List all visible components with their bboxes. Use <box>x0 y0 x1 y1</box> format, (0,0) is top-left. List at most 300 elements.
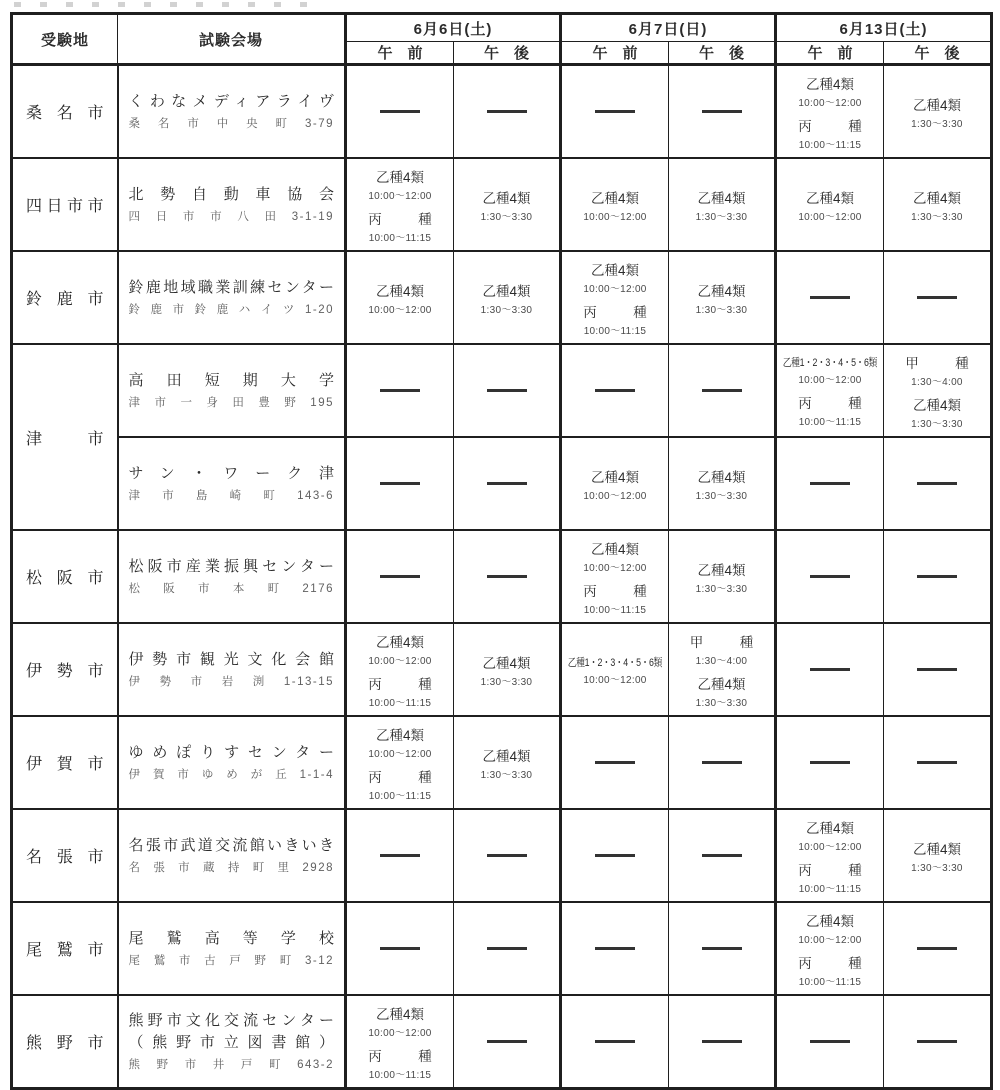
exam-session <box>884 838 990 874</box>
session-cell <box>346 995 454 1089</box>
exam-category: 乙種4類 <box>697 676 746 692</box>
exam-time: 10:00～11:15 <box>368 790 432 802</box>
exam-session <box>669 280 774 316</box>
session-cell <box>884 902 992 995</box>
exam-session <box>669 673 774 709</box>
header-am-3: 午 前 <box>776 42 884 65</box>
exam-time: 1:30～3:30 <box>695 697 748 709</box>
session-list <box>884 187 990 223</box>
exam-category: 乙種4類 <box>912 97 961 113</box>
venue-address: 熊野市井戸町643-2 <box>128 1058 334 1071</box>
venue-address: 松阪市本町2176 <box>128 582 334 595</box>
session-cell <box>346 716 454 809</box>
no-exam-dash <box>380 947 420 950</box>
venue-cell <box>118 437 346 530</box>
exam-session <box>777 392 883 428</box>
exam-category: 丙 種 <box>798 395 874 411</box>
session-list <box>777 354 883 428</box>
session-cell <box>561 65 669 159</box>
exam-category: 乙種4類 <box>590 469 639 485</box>
session-list <box>669 631 774 709</box>
no-exam-dash <box>595 761 635 764</box>
session-list <box>347 724 453 802</box>
venue-name: 尾鷲高等学校 <box>128 930 334 948</box>
session-cell <box>454 995 561 1089</box>
session-cell <box>454 344 561 437</box>
exam-category: 乙種4類 <box>375 283 424 299</box>
exam-time: 10:00～12:00 <box>583 490 647 502</box>
venue-address: 鈴鹿市鈴鹿ハイツ1-20 <box>128 303 334 316</box>
header-dates-row <box>12 14 992 42</box>
session-cell <box>454 716 561 809</box>
session-list <box>669 187 774 223</box>
session-list <box>347 1003 453 1081</box>
session-list <box>562 466 668 502</box>
session-cell <box>346 344 454 437</box>
session-list <box>347 166 453 244</box>
exam-category: 丙 種 <box>368 769 444 785</box>
exam-session <box>562 654 668 686</box>
exam-session <box>562 259 668 295</box>
session-cell <box>776 158 884 251</box>
session-cell <box>776 251 884 344</box>
session-cell <box>884 158 992 251</box>
exam-session <box>562 187 668 223</box>
venue-address: 伊勢市岩渕1-13-15 <box>128 675 334 688</box>
exam-session <box>669 559 774 595</box>
exam-category: 丙 種 <box>798 118 874 134</box>
table-row <box>12 251 992 344</box>
session-cell <box>346 530 454 623</box>
session-cell <box>884 809 992 902</box>
cropped-text-remnant <box>14 2 314 7</box>
exam-time: 10:00～11:15 <box>583 604 647 616</box>
location-cell <box>12 809 118 902</box>
session-cell <box>669 809 776 902</box>
table-row <box>12 530 992 623</box>
session-cell <box>561 251 669 344</box>
venue-name: 熊野市文化交流センター <box>128 1012 334 1030</box>
no-exam-dash <box>595 854 635 857</box>
exam-time: 10:00～12:00 <box>798 841 862 853</box>
exam-category: 丙 種 <box>583 583 659 599</box>
exam-time: 1:30～3:30 <box>911 862 963 874</box>
no-exam-dash <box>380 575 420 578</box>
session-cell <box>346 809 454 902</box>
header-am-2: 午 前 <box>561 42 669 65</box>
session-cell <box>669 437 776 530</box>
exam-session <box>562 538 668 574</box>
venue-name: 北勢自動車協会 <box>128 186 334 204</box>
session-list <box>562 538 668 616</box>
exam-session <box>884 94 990 130</box>
exam-category: 甲 種 <box>689 634 765 650</box>
header-location: 受験地 <box>12 14 118 65</box>
session-cell <box>346 902 454 995</box>
exam-category: 乙種4類 <box>590 190 639 206</box>
exam-time: 1:30～3:30 <box>911 211 963 223</box>
no-exam-dash <box>702 1040 742 1043</box>
venue-cell <box>118 344 346 437</box>
session-list <box>454 652 559 688</box>
location-cell <box>12 65 118 159</box>
exam-time: 1:30～3:30 <box>695 211 748 223</box>
header-date-jun6: 6月6日(土) <box>346 14 561 42</box>
no-exam-dash <box>487 1040 527 1043</box>
exam-time: 1:30～3:30 <box>480 304 533 316</box>
exam-time: 10:00～11:15 <box>368 232 432 244</box>
no-exam-dash <box>380 110 420 113</box>
exam-session <box>347 208 453 244</box>
exam-time: 10:00～12:00 <box>368 190 432 202</box>
session-cell <box>346 437 454 530</box>
exam-session <box>347 1003 453 1039</box>
session-list <box>777 817 883 895</box>
table-row <box>12 65 992 159</box>
venue-address: 名張市蔵持町里2928 <box>128 861 334 874</box>
exam-category: 乙種1・2・3・4・5・6類 <box>567 656 663 669</box>
exam-location: 尾鷲市 <box>26 942 104 959</box>
no-exam-dash <box>810 761 850 764</box>
session-cell <box>669 716 776 809</box>
exam-category: 乙種4類 <box>697 562 746 578</box>
venue-name: 松阪市産業振興センター <box>128 558 334 576</box>
no-exam-dash <box>702 761 742 764</box>
venue-name-2: （熊野市立図書館） <box>128 1034 334 1052</box>
exam-category: 乙種4類 <box>697 283 746 299</box>
session-cell <box>884 251 992 344</box>
no-exam-dash <box>810 482 850 485</box>
exam-category: 乙種4類 <box>590 262 639 278</box>
no-exam-dash <box>595 947 635 950</box>
exam-session <box>562 301 668 337</box>
session-list <box>454 187 559 223</box>
exam-time: 10:00～12:00 <box>798 97 862 109</box>
no-exam-dash <box>917 761 957 764</box>
exam-time: 10:00～12:00 <box>583 283 647 295</box>
location-cell <box>12 716 118 809</box>
venue-address: 尾鷲市古戸野町3-12 <box>128 954 334 967</box>
exam-time: 10:00～11:15 <box>798 883 862 895</box>
exam-schedule-table <box>10 12 993 1090</box>
exam-session <box>454 187 559 223</box>
exam-time: 10:00～11:15 <box>798 139 862 151</box>
session-cell <box>884 995 992 1089</box>
exam-time: 10:00～11:15 <box>368 1069 432 1081</box>
venue-name: 伊勢市観光文化会館 <box>128 651 334 669</box>
exam-location: 四日市市 <box>26 198 104 215</box>
session-cell <box>561 902 669 995</box>
venue-cell <box>118 530 346 623</box>
session-cell <box>561 995 669 1089</box>
session-cell <box>884 344 992 437</box>
exam-time: 1:30～3:30 <box>480 676 533 688</box>
venue-name: くわなメディアライヴ <box>128 93 334 111</box>
no-exam-dash <box>702 110 742 113</box>
session-cell <box>884 437 992 530</box>
no-exam-dash <box>702 389 742 392</box>
venue-address: 四日市市八田3-1-19 <box>128 210 334 223</box>
session-list <box>669 280 774 316</box>
venue-name: 鈴鹿地域職業訓練センター <box>128 279 334 297</box>
session-cell <box>669 902 776 995</box>
exam-category: 乙種4類 <box>375 727 424 743</box>
session-list <box>777 910 883 988</box>
no-exam-dash <box>595 1040 635 1043</box>
session-list <box>777 73 883 151</box>
no-exam-dash <box>810 1040 850 1043</box>
exam-time: 10:00～12:00 <box>368 748 432 760</box>
exam-category: 乙種4類 <box>912 190 961 206</box>
exam-time: 10:00～12:00 <box>798 374 862 386</box>
exam-session <box>347 724 453 760</box>
exam-time: 10:00～12:00 <box>583 562 647 574</box>
venue-address: 伊賀市ゆめが丘1-1-4 <box>128 768 334 781</box>
exam-category: 乙種4類 <box>482 283 531 299</box>
session-cell <box>454 809 561 902</box>
venue-cell <box>118 716 346 809</box>
exam-session <box>454 745 559 781</box>
table-row <box>12 902 992 995</box>
exam-time: 10:00～12:00 <box>368 304 432 316</box>
exam-session <box>884 394 990 430</box>
exam-category: 丙 種 <box>368 211 444 227</box>
location-cell <box>12 902 118 995</box>
session-cell <box>776 809 884 902</box>
exam-category: 丙 種 <box>798 862 874 878</box>
table-header <box>12 14 992 65</box>
session-cell <box>669 530 776 623</box>
venue-name: 高田短期大学 <box>128 372 334 390</box>
session-cell <box>776 995 884 1089</box>
venue-cell <box>118 158 346 251</box>
exam-category: 乙種4類 <box>805 913 854 929</box>
exam-category: 甲 種 <box>905 355 981 371</box>
no-exam-dash <box>702 854 742 857</box>
location-cell <box>12 995 118 1089</box>
exam-location: 伊賀市 <box>26 756 104 773</box>
exam-time: 10:00～11:15 <box>368 697 432 709</box>
exam-session <box>347 280 453 316</box>
session-cell <box>454 251 561 344</box>
session-cell <box>669 158 776 251</box>
no-exam-dash <box>702 947 742 950</box>
no-exam-dash <box>810 575 850 578</box>
exam-time: 10:00～12:00 <box>368 655 432 667</box>
location-cell <box>12 344 118 530</box>
exam-location: 熊野市 <box>26 1035 104 1052</box>
header-venue: 試験会場 <box>118 14 346 65</box>
exam-category: 乙種4類 <box>805 820 854 836</box>
session-list <box>454 280 559 316</box>
session-list <box>347 280 453 316</box>
session-list <box>562 187 668 223</box>
venue-address: 桑名市中央町3-79 <box>128 117 334 130</box>
no-exam-dash <box>810 296 850 299</box>
no-exam-dash <box>595 389 635 392</box>
exam-category: 乙種4類 <box>482 655 531 671</box>
exam-location: 津市 <box>26 430 104 448</box>
exam-time: 10:00～11:15 <box>583 325 647 337</box>
session-cell <box>884 530 992 623</box>
venue-cell <box>118 902 346 995</box>
session-cell <box>776 437 884 530</box>
header-date-jun7: 6月7日(日) <box>561 14 776 42</box>
exam-time: 1:30～3:30 <box>695 583 748 595</box>
location-cell <box>12 158 118 251</box>
no-exam-dash <box>487 482 527 485</box>
session-cell <box>454 623 561 716</box>
venue-cell <box>118 809 346 902</box>
session-cell <box>669 995 776 1089</box>
session-cell <box>454 158 561 251</box>
no-exam-dash <box>487 575 527 578</box>
venue-name: サン・ワーク津 <box>128 465 334 483</box>
no-exam-dash <box>380 482 420 485</box>
session-cell <box>454 65 561 159</box>
exam-time: 10:00～11:15 <box>798 416 862 428</box>
venue-cell <box>118 623 346 716</box>
session-cell <box>561 344 669 437</box>
session-cell <box>884 716 992 809</box>
exam-category: 乙種4類 <box>482 748 531 764</box>
venue-address: 津市島崎町143-6 <box>128 489 334 502</box>
exam-category: 乙種4類 <box>375 634 424 650</box>
exam-session <box>454 652 559 688</box>
venue-name: ゆめぽりすセンター <box>128 744 334 762</box>
no-exam-dash <box>917 482 957 485</box>
session-cell <box>669 65 776 159</box>
exam-location: 伊勢市 <box>26 663 104 680</box>
exam-session <box>347 631 453 667</box>
header-pm-2: 午 後 <box>669 42 776 65</box>
session-list <box>669 466 774 502</box>
header-date-jun13: 6月13日(土) <box>776 14 992 42</box>
session-cell <box>776 530 884 623</box>
no-exam-dash <box>487 389 527 392</box>
exam-session <box>777 910 883 946</box>
session-cell <box>561 437 669 530</box>
session-list <box>347 631 453 709</box>
table-row <box>12 809 992 902</box>
exam-location: 名張市 <box>26 849 104 866</box>
table-row <box>12 158 992 251</box>
no-exam-dash <box>380 854 420 857</box>
session-cell <box>776 344 884 437</box>
exam-session <box>454 280 559 316</box>
session-cell <box>561 716 669 809</box>
session-cell <box>346 623 454 716</box>
exam-session <box>777 817 883 853</box>
no-exam-dash <box>917 668 957 671</box>
exam-session <box>777 952 883 988</box>
exam-session <box>347 766 453 802</box>
session-cell <box>669 623 776 716</box>
exam-location: 松阪市 <box>26 570 104 587</box>
exam-location: 桑名市 <box>26 105 104 122</box>
venue-cell <box>118 251 346 344</box>
exam-category: 乙種4類 <box>590 541 639 557</box>
table-row <box>12 716 992 809</box>
session-cell <box>454 437 561 530</box>
session-list <box>562 259 668 337</box>
exam-time: 1:30～3:30 <box>911 418 963 430</box>
exam-category: 丙 種 <box>368 676 444 692</box>
exam-time: 1:30～3:30 <box>695 304 748 316</box>
exam-time: 10:00～11:15 <box>798 976 862 988</box>
session-cell <box>776 716 884 809</box>
exam-time: 1:30～3:30 <box>480 211 533 223</box>
location-cell <box>12 251 118 344</box>
exam-session <box>777 187 883 223</box>
location-cell <box>12 530 118 623</box>
no-exam-dash <box>917 296 957 299</box>
exam-time: 1:30～3:30 <box>695 490 748 502</box>
venue-name: 名張市武道交流館いきいき <box>128 837 334 855</box>
session-list <box>669 559 774 595</box>
exam-session <box>347 1045 453 1081</box>
session-cell <box>454 530 561 623</box>
exam-time: 10:00～12:00 <box>798 934 862 946</box>
exam-session <box>777 73 883 109</box>
session-cell <box>669 344 776 437</box>
no-exam-dash <box>487 110 527 113</box>
exam-category: 乙種4類 <box>482 190 531 206</box>
session-cell <box>561 623 669 716</box>
exam-category: 乙種4類 <box>912 841 961 857</box>
venue-address: 津市一身田豊野195 <box>128 396 334 409</box>
exam-category: 乙種4類 <box>375 169 424 185</box>
no-exam-dash <box>810 668 850 671</box>
exam-location: 鈴鹿市 <box>26 291 104 308</box>
session-cell <box>776 65 884 159</box>
exam-time: 10:00～12:00 <box>583 674 647 686</box>
schedule-table-body <box>12 65 992 1089</box>
exam-category: 丙 種 <box>368 1048 444 1064</box>
session-cell <box>561 530 669 623</box>
exam-time: 10:00～12:00 <box>583 211 647 223</box>
no-exam-dash <box>595 110 635 113</box>
header-pm-1: 午 後 <box>454 42 561 65</box>
exam-session <box>347 673 453 709</box>
table-row <box>12 344 992 437</box>
exam-time: 1:30～3:30 <box>911 118 963 130</box>
exam-category: 丙 種 <box>583 304 659 320</box>
exam-category: 乙種4類 <box>697 190 746 206</box>
no-exam-dash <box>917 1040 957 1043</box>
session-list <box>884 838 990 874</box>
exam-time: 10:00～12:00 <box>368 1027 432 1039</box>
venue-cell <box>118 65 346 159</box>
table-row <box>12 437 992 530</box>
session-cell <box>346 251 454 344</box>
no-exam-dash <box>487 854 527 857</box>
no-exam-dash <box>380 389 420 392</box>
header-pm-3: 午 後 <box>884 42 992 65</box>
session-list <box>454 745 559 781</box>
exam-session <box>669 187 774 223</box>
exam-time: 1:30～3:30 <box>480 769 533 781</box>
no-exam-dash <box>917 575 957 578</box>
header-am-1: 午 前 <box>346 42 454 65</box>
exam-session <box>777 859 883 895</box>
location-cell <box>12 623 118 716</box>
exam-session <box>669 631 774 667</box>
table-row <box>12 995 992 1089</box>
session-list <box>884 352 990 430</box>
exam-session <box>777 115 883 151</box>
exam-session <box>884 187 990 223</box>
